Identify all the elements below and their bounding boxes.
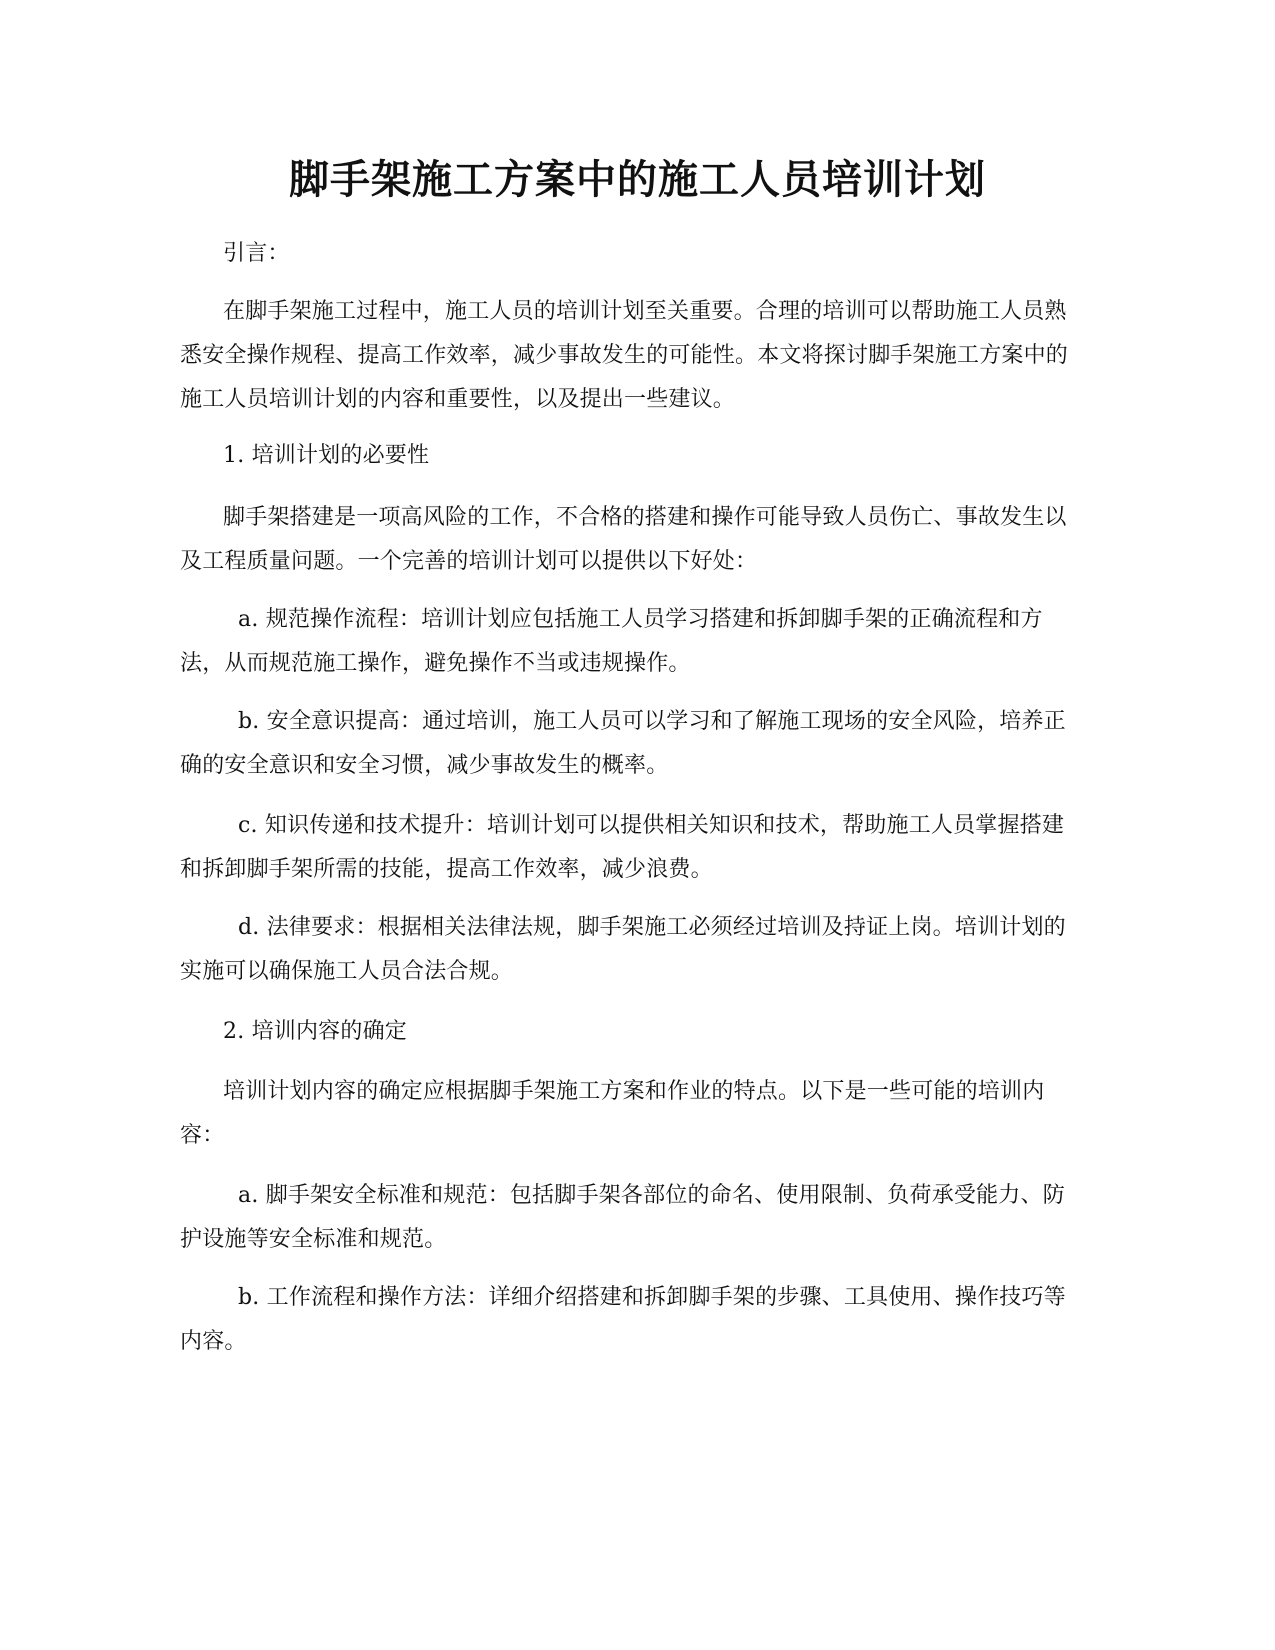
list-item-1d: d. 法律要求：根据相关法律法规，脚手架施工必须经过培训及持证上岗。培训计划的实施可以确保施工人员合法合规。 bbox=[180, 915, 1066, 984]
list-item-1a: a. 规范操作流程：培训计划应包括施工人员学习搭建和拆卸脚手架的正确流程和方法，从而规范施工操作，避免操作不当或违规操作。 bbox=[180, 607, 1043, 676]
paragraph-intro: 在脚手架施工过程中，施工人员的培训计划至关重要。合理的培训可以帮助施工人员熟悉安全操作规程、提高工作效率，减少事故发生的可能性。本文将探讨脚手架施工方案中的施工人员培训计划的内容和重要性，以及提出一些建议。 bbox=[180, 299, 1069, 412]
paragraph-section-1: 脚手架搭建是一项高风险的工作，不合格的搭建和操作可能导致人员伤亡、事故发生以及工程质量问题。一个完善的培训计划可以提供以下好处： bbox=[180, 505, 1067, 574]
paragraph-intro-label: 引言： bbox=[223, 241, 290, 266]
list-item-1c: c. 知识传递和技术提升：培训计划可以提供相关知识和技术，帮助施工人员掌握搭建和拆卸脚手架所需的技能，提高工作效率，减少浪费。 bbox=[180, 813, 1065, 882]
list-item-1b: b. 安全意识提高：通过培训，施工人员可以学习和了解施工现场的安全风险，培养正确的安全意识和安全习惯，减少事故发生的概率。 bbox=[180, 709, 1066, 778]
paragraph-section-2: 培训计划内容的确定应根据脚手架施工方案和作业的特点。以下是一些可能的培训内容： bbox=[180, 1079, 1045, 1148]
list-item-2b: b. 工作流程和操作方法：详细介绍搭建和拆卸脚手架的步骤、工具使用、操作技巧等内容。 bbox=[180, 1285, 1066, 1354]
section-heading-2: 2. 培训内容的确定 bbox=[223, 1019, 407, 1044]
list-item-2a: a. 脚手架安全标准和规范：包括脚手架各部位的命名、使用限制、负荷承受能力、防护设施等安全标准和规范。 bbox=[180, 1183, 1065, 1252]
document-title: 脚手架施工方案中的施工人员培训计划 bbox=[289, 157, 986, 203]
section-heading-1: 1. 培训计划的必要性 bbox=[223, 443, 430, 468]
